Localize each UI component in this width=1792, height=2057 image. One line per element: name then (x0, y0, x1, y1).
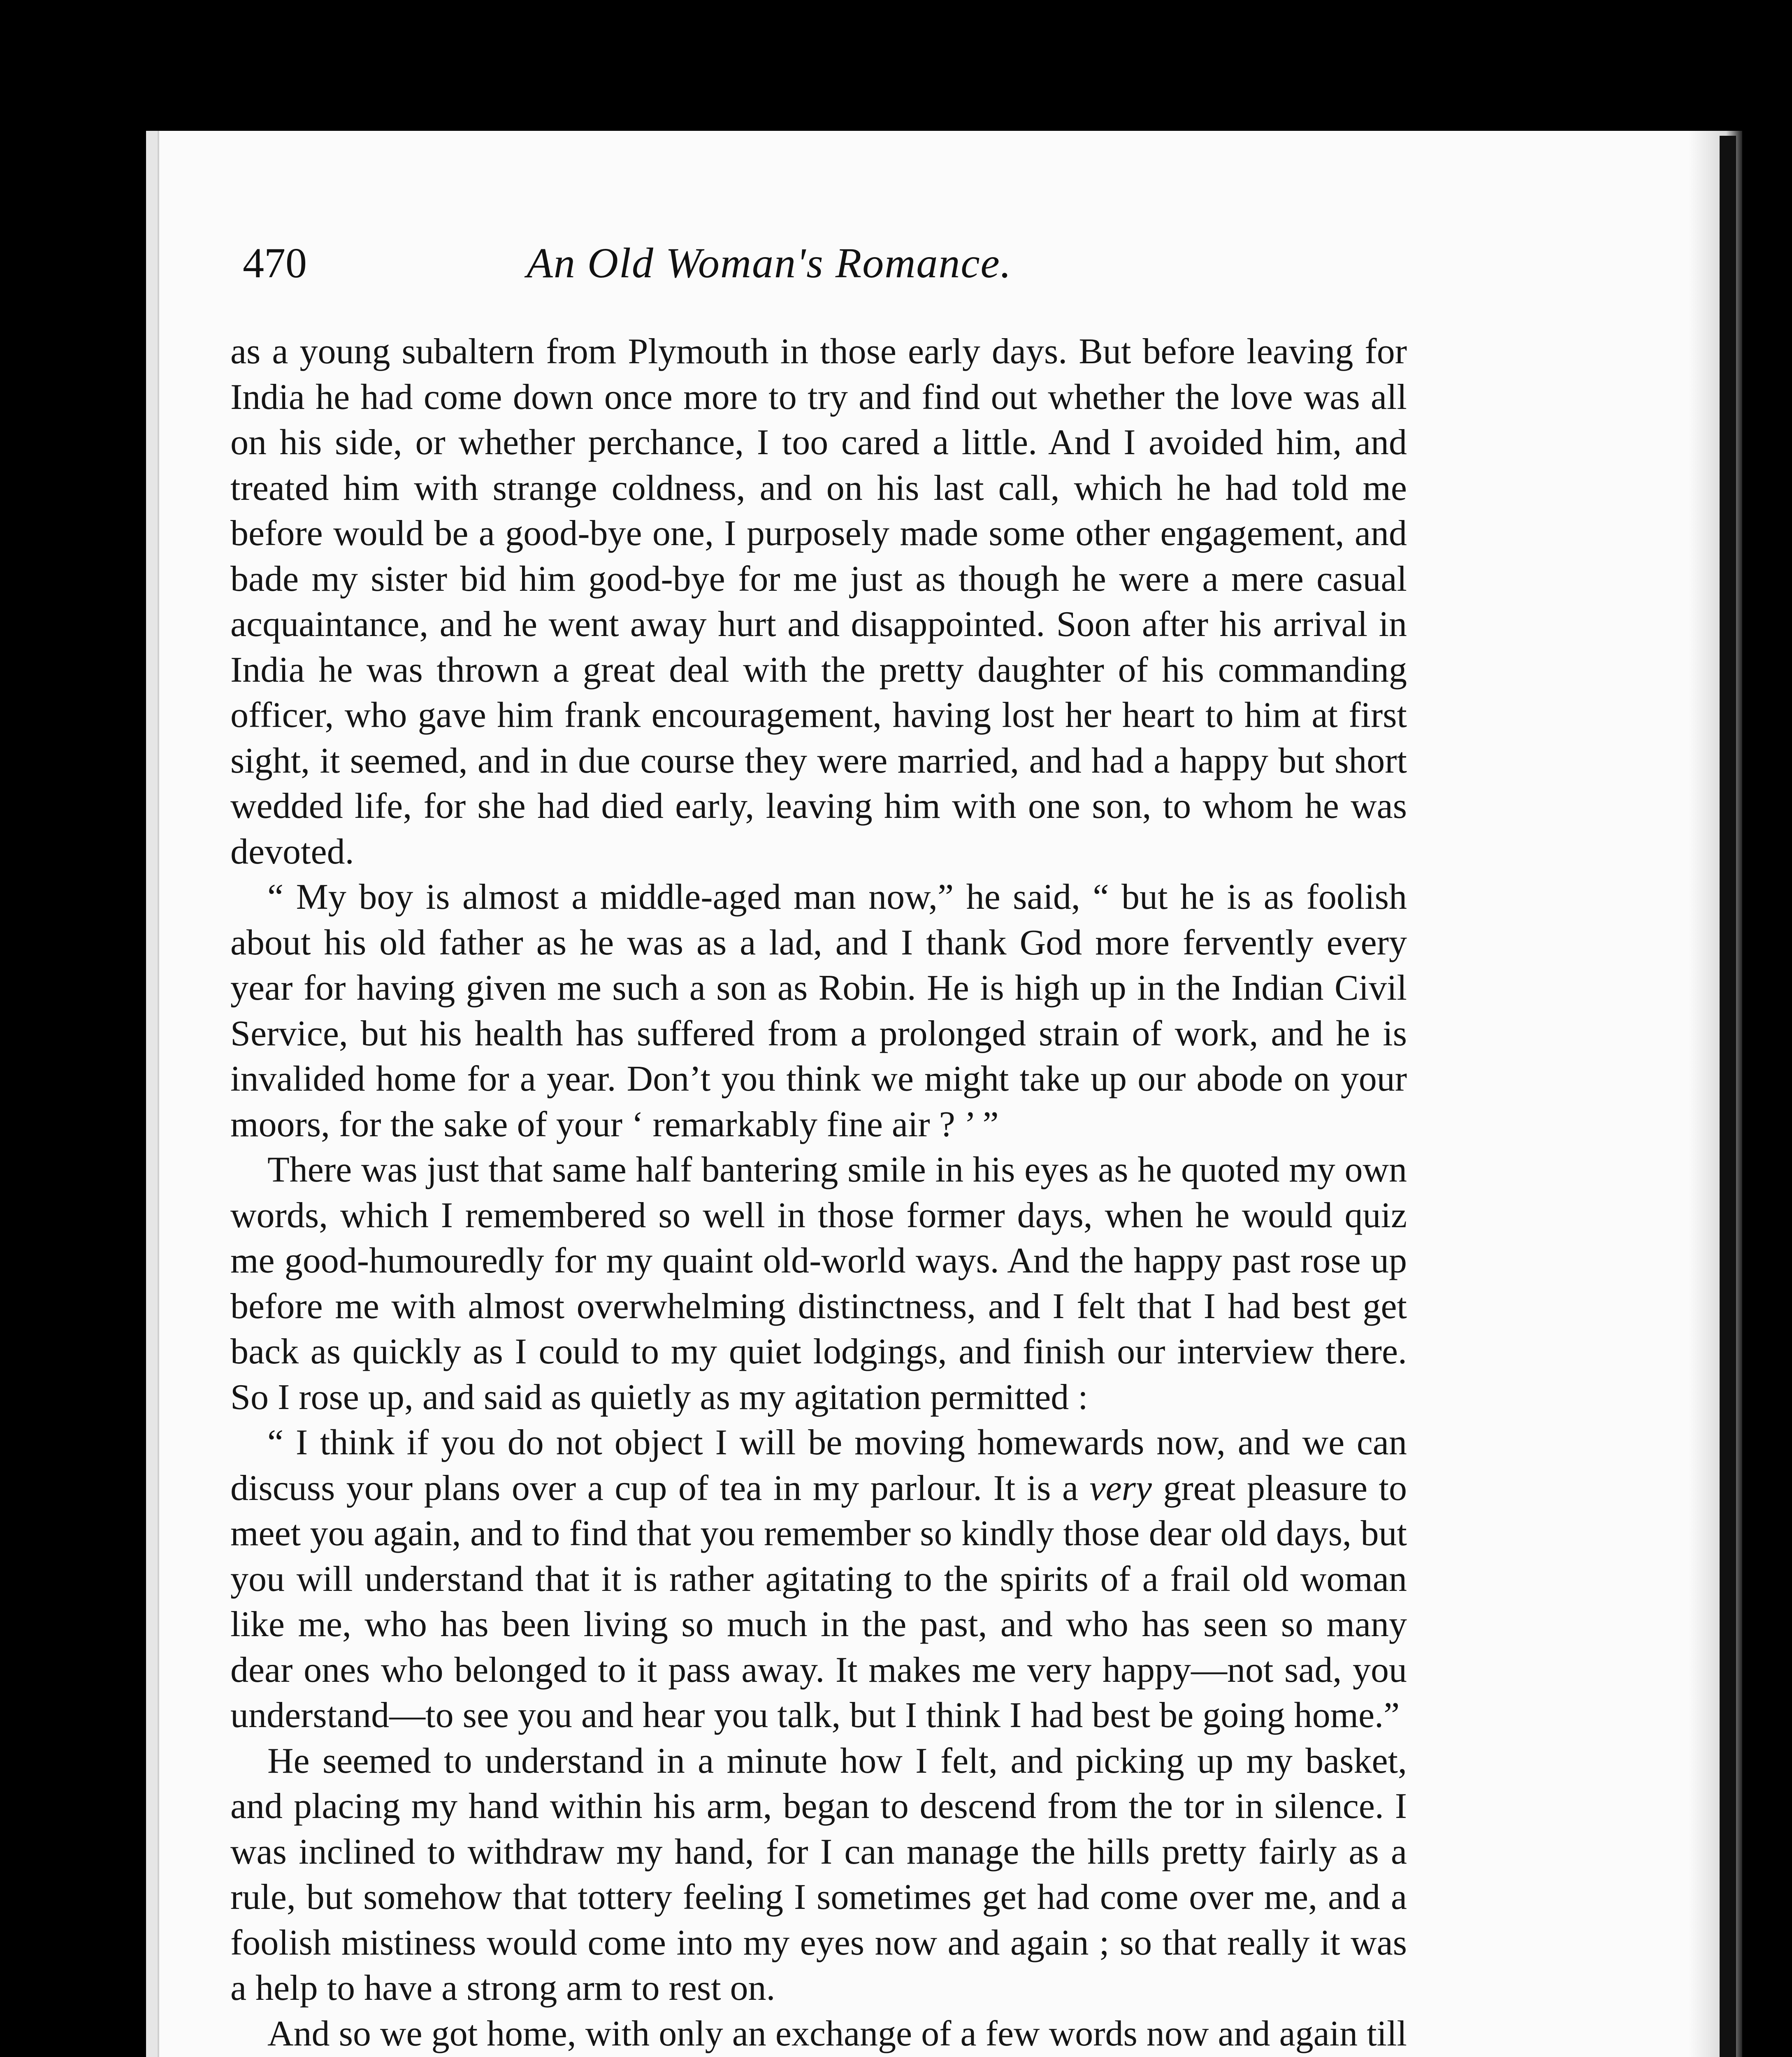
emphasis-text: very (1089, 1468, 1152, 1508)
page-header (243, 239, 1296, 296)
page-number: 470 (243, 239, 307, 287)
paragraph (230, 875, 1407, 1147)
paragraph (230, 2011, 1407, 2057)
paragraph-text: “ My boy is almost a middle-aged man now,” he said, “ but he is as foolish about his old father as he was as a lad, and I thank God more fervently every year for having given me such a son as Robin. He is high up in the Indian Civil Service, but his health has suffered from a prolonged strain of work, and he is invalided home for a year. Don’t you think we might take up our abode on your moors, for the sake of your ‘ remarkably fine air ? ’ ” (230, 877, 1407, 1145)
paragraph-text: And so we got home, with only an exchange of a few words now and again till (267, 2013, 1407, 2054)
paragraph-text: as a young subaltern from Plymouth in those early days. But before leaving for India he had come down once more to try and find out whether the love was all on his side, or whether perchance, I too cared a little. And I avoided him, and treated him with strange coldness, and on his last call, which he had told me before would be a good-bye one, I purposely made some other engagement, and bade my sister bid him good-bye for me just as though he were a mere casual acquaintance, and he went away hurt and disappointed. Soon after his arrival in India he was thrown a great deal with the pretty daughter of his commanding officer, who gave him frank encouragement, having lost her heart to him at first sight, it seemed, and in due course they were married, and had a happy but short wedded life, for she had died early, leaving him with one son, to whom he was devoted. (230, 332, 1407, 872)
body-text (230, 329, 1407, 2057)
paragraph-text: He seemed to understand in a minute how I felt, and picking up my basket, and placing my hand within his arm, began to descend from the tor in silence. I was inclined to withdraw my hand, for I can manage the hills pretty fairly as a rule, but somehow that tottery feeling I sometimes get had come over me, and a foolish mistiness would come into my eyes now and again ; so that really it was a help to have a strong arm to rest on. (230, 1741, 1407, 2008)
paragraph (230, 1147, 1407, 1420)
paragraph (230, 1420, 1407, 1739)
book-spine (1720, 136, 1736, 2057)
running-title: An Old Woman's Romance. (527, 239, 1012, 287)
paragraph-text: There was just that same half bantering smile in his eyes as he quoted my own words, which I remembered so well in those former days, when he would quiz me good-humouredly for my quaint old-world ways. And the happy past rose up before me with almost overwhelming distinctness, and I felt that I had best get back as quickly as I could to my quiet lodgings, and finish our interview there. So I rose up, and said as quietly as my agitation permitted : (230, 1150, 1407, 1417)
paragraph (230, 329, 1407, 875)
paragraph (230, 1739, 1407, 2011)
paragraph-text: “ I think if you do not object I will be moving homewards now, and we can discuss your plans over a cup of tea in my parlour. It is a (230, 1423, 1407, 1508)
paragraph-text: great pleasure to meet you again, and to find that you remember so kindly those dear old days, but you will understand that it is rather agitating to the spirits of a frail old woman like me, who has been living so much in the past, and who has seen so many dear ones who belonged to it pass away. It makes me very happy—not sad, you understand—to see you and hear you talk, but I think I had best be going home.” (230, 1468, 1407, 1735)
page-gutter (146, 131, 159, 2057)
